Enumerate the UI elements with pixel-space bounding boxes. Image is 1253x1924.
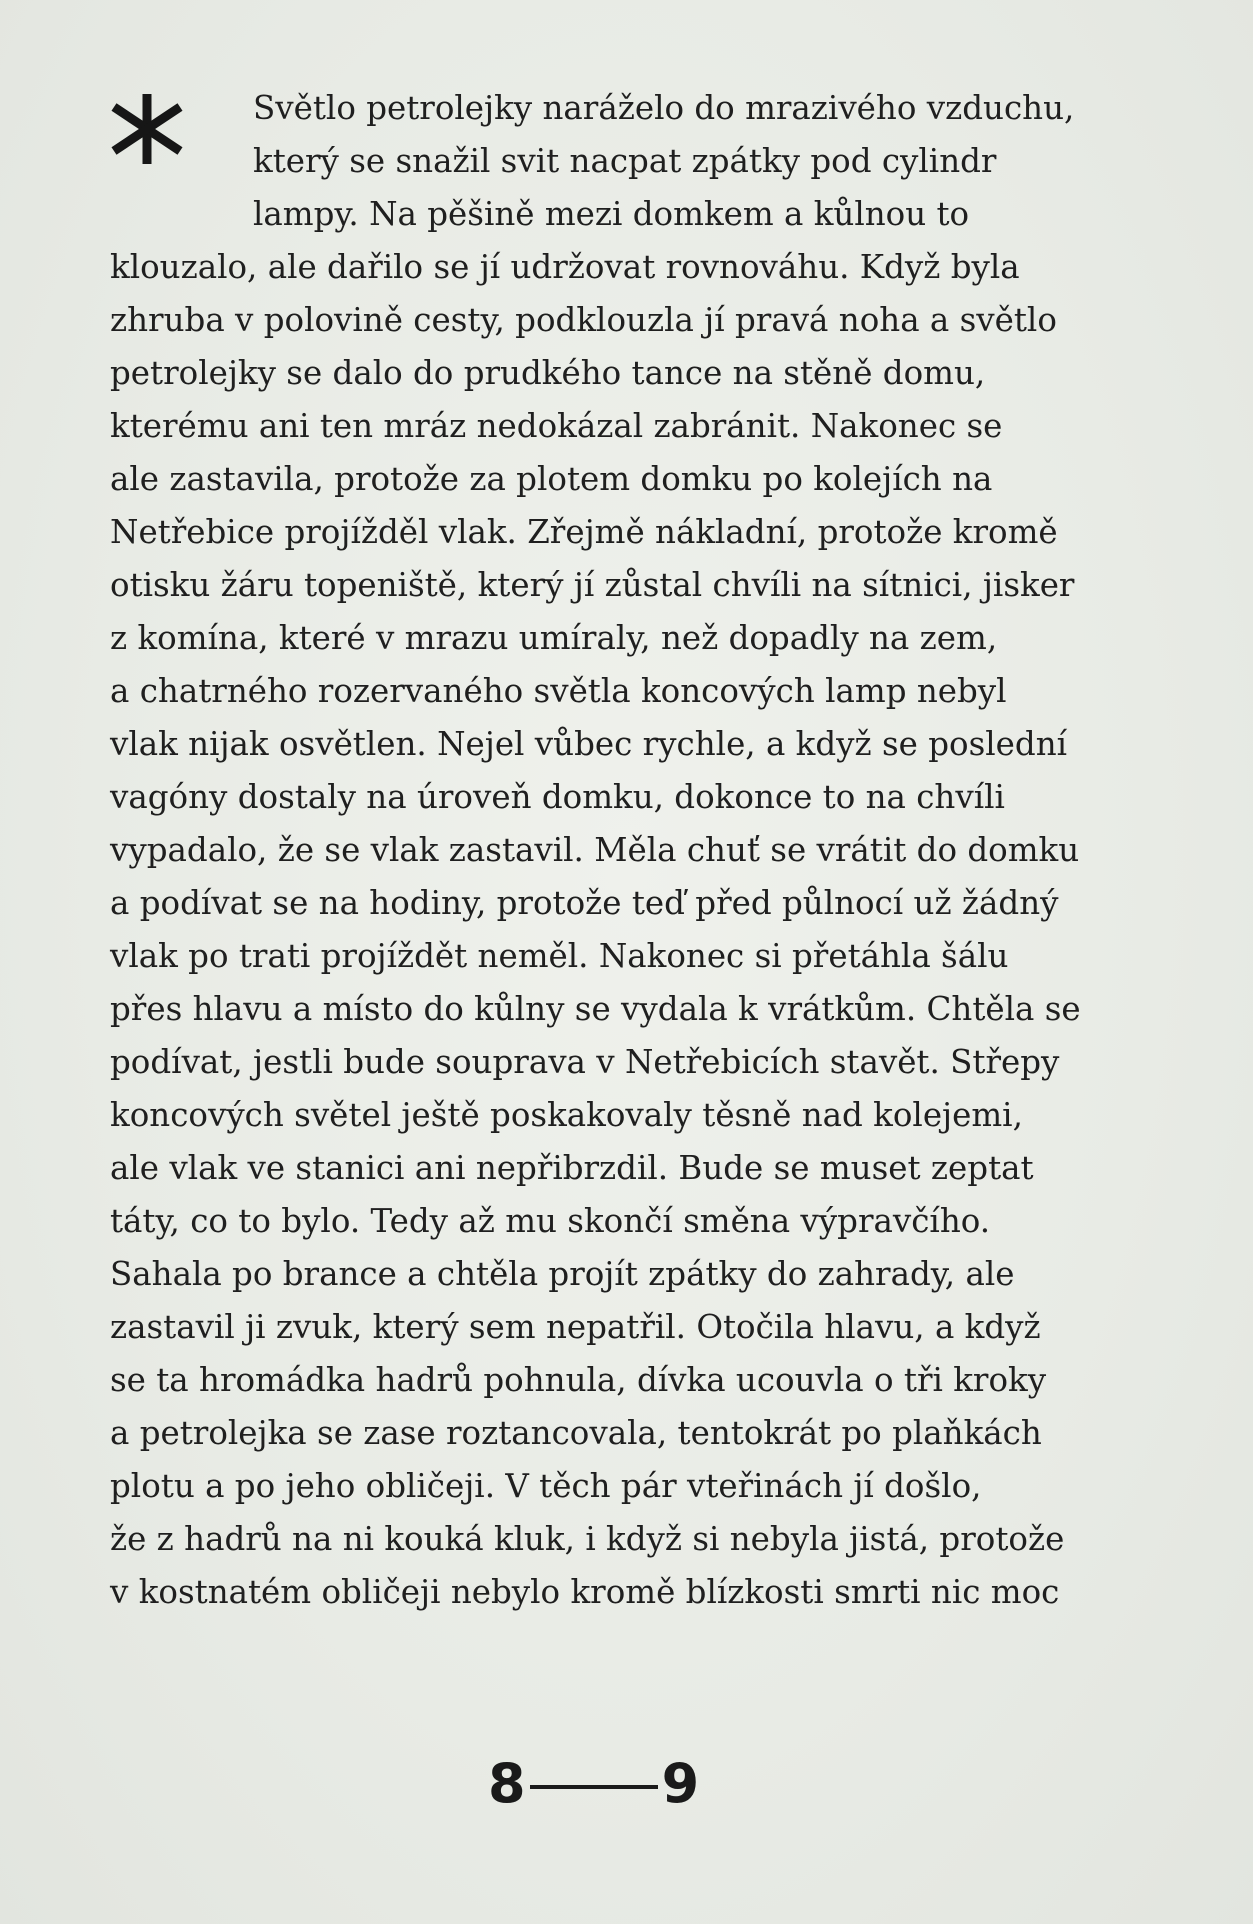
text-line: táty, co to bylo. Tedy až mu skončí směna výpravčího. xyxy=(110,1202,991,1240)
text-line: se ta hromádka hadrů pohnula, dívka ucouvla o tři kroky xyxy=(110,1361,1047,1399)
page-number-left: 8 xyxy=(488,1751,526,1815)
text-line: podívat, jestli bude souprava v Netřebicích stavět. Střepy xyxy=(110,1043,1060,1081)
text-line: že z hadrů na ni kouká kluk, i když si nebyla jistá, protože xyxy=(110,1520,1065,1558)
body-paragraph xyxy=(110,82,1130,1619)
text-line: Netřebice projížděl vlak. Zřejmě nákladní, protože kromě xyxy=(110,513,1058,551)
text-line: vlak nijak osvětlen. Nejel vůbec rychle, a když se poslední xyxy=(110,725,1068,763)
text-line: klouzalo, ale dařilo se jí udržovat rovnováhu. Když byla xyxy=(110,248,1020,286)
text-line: vlak po trati projíždět neměl. Nakonec si přetáhla šálu xyxy=(110,937,1009,975)
text-line: který se snažil svit nacpat zpátky pod cylindr xyxy=(253,142,997,180)
text-line: zastavil ji zvuk, který sem nepatřil. Otočila hlavu, a když xyxy=(110,1308,1041,1346)
page-number-dash xyxy=(530,1785,658,1789)
text-line: kterému ani ten mráz nedokázal zabránit. Nakonec se xyxy=(110,407,1003,445)
text-line: koncových světel ještě poskakovaly těsně nad kolejemi, xyxy=(110,1096,1023,1134)
page-number-right: 9 xyxy=(661,1751,700,1815)
text-line: a chatrného rozervaného světla koncových lamp nebyl xyxy=(110,672,1007,710)
text-line: Sahala po brance a chtěla projít zpátky do zahrady, ale xyxy=(110,1255,1015,1293)
text-line: plotu a po jeho obličeji. V těch pár vteřinách jí došlo, xyxy=(110,1467,982,1505)
text-line: lampy. Na pěšině mezi domkem a kůlnou to xyxy=(253,195,970,233)
text-line: a podívat se na hodiny, protože teď před půlnocí už žádný xyxy=(110,884,1059,922)
text-line: Světlo petrolejky naráželo do mrazivého vzduchu, xyxy=(253,89,1075,127)
text-line: zhruba v polovině cesty, podklouzla jí pravá noha a světlo xyxy=(110,301,1057,339)
text-line: petrolejky se dalo do prudkého tance na stěně domu, xyxy=(110,354,986,392)
text-line: přes hlavu a místo do kůlny se vydala k vrátkům. Chtěla se xyxy=(110,990,1081,1028)
text-line: z komína, které v mrazu umíraly, než dopadly na zem, xyxy=(110,619,998,657)
text-line: v kostnatém obličeji nebylo kromě blízkosti smrti nic moc xyxy=(110,1573,1060,1611)
text-line: otisku žáru topeniště, který jí zůstal chvíli na sítnici, jisker xyxy=(110,566,1075,604)
text-line: a petrolejka se zase roztancovala, tentokrát po plaňkách xyxy=(110,1414,1042,1452)
page-number-spread xyxy=(488,1748,728,1818)
text-line: vagóny dostaly na úroveň domku, dokonce to na chvíli xyxy=(110,778,1005,816)
text-line: ale vlak ve stanici ani nepřibrzdil. Bude se muset zeptat xyxy=(110,1149,1034,1187)
text-line: vypadalo, že se vlak zastavil. Měla chuť se vrátit do domku xyxy=(110,831,1080,869)
text-line: ale zastavila, protože za plotem domku po kolejích na xyxy=(110,460,993,498)
